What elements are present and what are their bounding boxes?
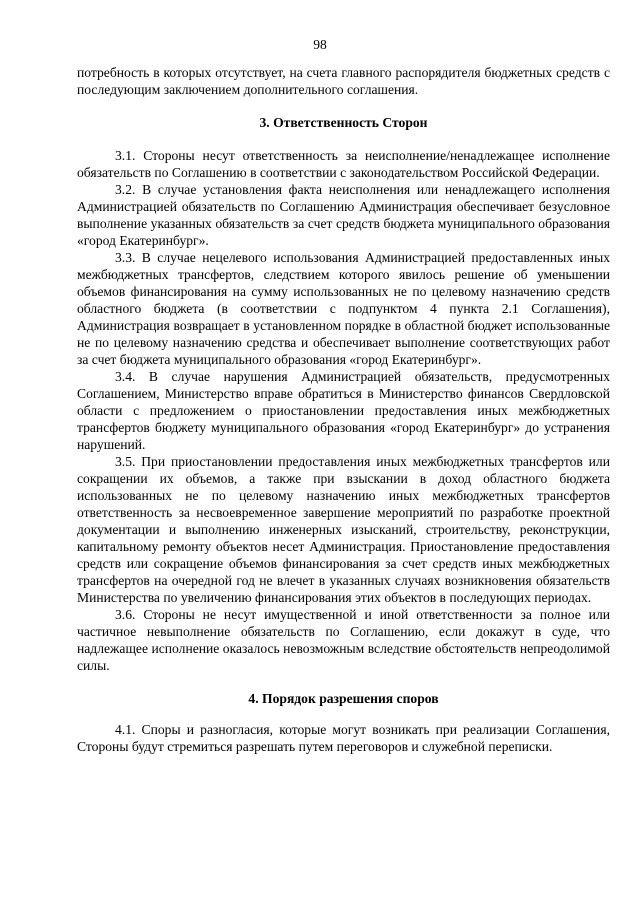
intro-paragraph: потребность в которых отсутствует, на счета главного распорядителя бюджетных средств с последующим заключением дополнительного соглашения.	[77, 65, 610, 97]
paragraph-3-1: 3.1. Стороны несут ответственность за неисполнение/ненадлежащее исполнение обязательств по Соглашению в соответствии с законодательством Российской Федерации.	[77, 148, 610, 180]
paragraph-3-5: 3.5. При приостановлении предоставления иных межбюджетных трансфертов или сокращении их объемов, а также при взыскании в доход областного бюджета использованных не по целевому назначению иных межбюджетных трансфертов ответственность за несвоевременное завершение мероприятий по разработке проектной документации и выполнению инженерных изысканий, строительству, реконструкции, капитальному ремонту объектов несет Администрация. Приостановление предоставления средств или сокращение объемов финансирования за счет средств иных межбюджетных трансфертов на очередной год не влечет в указанных случаях возникновения обязательств Министерства по увеличению финансирования этих объектов в последующих периодах.	[77, 454, 610, 605]
paragraph-3-3: 3.3. В случае нецелевого использования Администрацией предоставленных иных межбюджетных трансфертов, следствием которого явилось решение об уменьшении объемов финансирования на сумму использованных не по целевому назначению средств областного бюджета (в соответствии с подпунктом 4 пункта 2.1 Соглашения), Администрация возвращает в установленном порядке в областной бюджет использованные не по целевому назначению средства и обеспечивает выполнение соответствующих работ за счет бюджета муниципального образования «город Екатеринбург».	[77, 250, 610, 367]
section-4-title: 4. Порядок разрешения споров	[248, 691, 439, 706]
paragraph-4-1: 4.1. Споры и разногласия, которые могут возникать при реализации Соглашения, Стороны будут стремиться разрешать путем переговоров и служебной переписки.	[77, 722, 610, 754]
document-body	[77, 64, 610, 755]
paragraph-3-4: 3.4. В случае нарушения Администрацией обязательств, предусмотренных Соглашением, Министерство вправе обратиться в Министерство финансов Свердловской области с предложением о приостановлении предоставления иных межбюджетных трансфертов бюджету муниципального образования «город Екатеринбург» до устранения нарушений.	[77, 369, 610, 452]
paragraph-3-2: 3.2. В случае установления факта неисполнения или ненадлежащего исполнения Администрацией обязательств по Соглашению Администрация обеспечивает безусловное выполнение указанных обязательств за счет средств бюджета муниципального образования «город Екатеринбург».	[77, 182, 610, 248]
paragraph-3-6: 3.6. Стороны не несут имущественной и иной ответственности за полное или частичное невыполнение обязательств по Соглашению, если докажут в суде, что надлежащее исполнение оказалось невозможным вследствие обстоятельств непреодолимой силы.	[77, 607, 610, 673]
section-3-title: 3. Ответственность Сторон	[259, 115, 428, 130]
page-number: 98	[313, 37, 327, 52]
